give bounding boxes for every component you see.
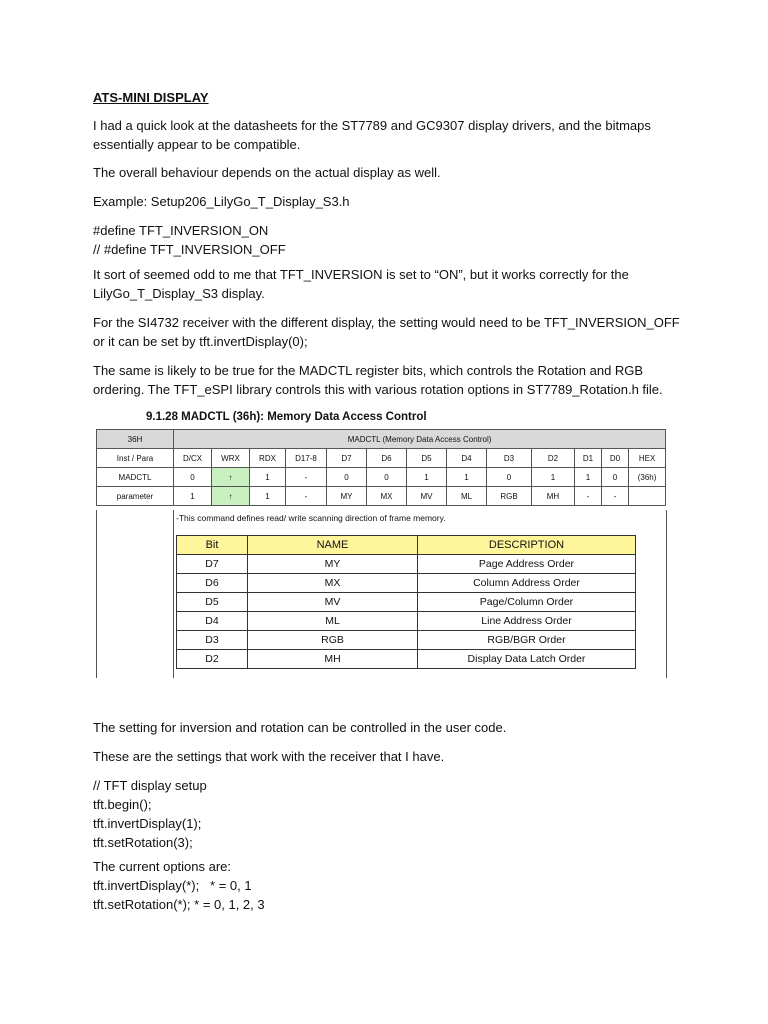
register-cell: 1: [575, 468, 602, 487]
figure-note: -This command defines read/ write scanning direction of frame memory.: [176, 513, 446, 523]
register-cell: D6: [367, 449, 407, 468]
register-cell: 0: [327, 468, 367, 487]
register-cell: [629, 487, 666, 506]
register-cell: D5: [407, 449, 447, 468]
register-cell: MADCTL: [97, 468, 174, 487]
text-line: LilyGo_T_Display_S3 display.: [93, 286, 265, 301]
register-cell: D4: [447, 449, 487, 468]
text-line: essentially appear to be compatible.: [93, 137, 301, 152]
register-cell: -: [286, 487, 327, 506]
text-line: I had a quick look at the datasheets for the ST7789 and GC9307 display drivers, and the bitmaps: [93, 118, 651, 133]
register-cell: RGB: [487, 487, 532, 506]
code-line: // #define TFT_INVERSION_OFF: [93, 242, 286, 257]
register-cell: D0: [602, 449, 629, 468]
text-line: or it can be set by tft.invertDisplay(0);: [93, 334, 308, 349]
register-header-row: [97, 430, 666, 449]
bit-cell: D6: [177, 574, 248, 593]
register-row: [97, 487, 666, 506]
register-cell: WRX: [212, 449, 250, 468]
register-cell: -: [602, 487, 629, 506]
document-title: ATS-MINI DISPLAY: [93, 90, 209, 105]
register-row: [97, 468, 666, 487]
register-cell: (36h): [629, 468, 666, 487]
bit-table-header: [177, 536, 636, 555]
register-cell: D1: [575, 449, 602, 468]
bit-cell: D5: [177, 593, 248, 612]
paragraph-inversion-odd: [93, 265, 683, 303]
bit-cell: D7: [177, 555, 248, 574]
register-cell: 0: [174, 468, 212, 487]
register-cell: ↑: [212, 487, 250, 506]
register-cell: D7: [327, 449, 367, 468]
bit-cell: ML: [248, 612, 418, 631]
figure-left-border: [96, 510, 174, 678]
register-cell: HEX: [629, 449, 666, 468]
bit-row: [177, 631, 636, 650]
bit-description-table: [176, 535, 636, 669]
bit-cell: Column Address Order: [418, 574, 636, 593]
register-cell: Inst / Para: [97, 449, 174, 468]
bit-cell: MH: [248, 650, 418, 669]
register-cell: MH: [532, 487, 575, 506]
code-line: // TFT display setup: [93, 778, 207, 793]
bit-cell: Page/Column Order: [418, 593, 636, 612]
text-line: The same is likely to be true for the MADCTL register bits, which controls the Rotation and RGB: [93, 363, 644, 378]
code-line: tft.setRotation(*); * = 0, 1, 2, 3: [93, 897, 265, 912]
register-cell: 0: [602, 468, 629, 487]
register-cell: D17-8: [286, 449, 327, 468]
bit-cell: MY: [248, 555, 418, 574]
bit-cell: MV: [248, 593, 418, 612]
register-cell: MY: [327, 487, 367, 506]
register-cell: 1: [250, 468, 286, 487]
bit-header-cell: Bit: [177, 536, 248, 555]
register-cell: 1: [407, 468, 447, 487]
text-line: It sort of seemed odd to me that TFT_INVERSION is set to “ON”, but it works correctly for the: [93, 267, 629, 282]
bit-cell: MX: [248, 574, 418, 593]
bit-row: [177, 574, 636, 593]
bit-cell: D4: [177, 612, 248, 631]
bit-cell: D2: [177, 650, 248, 669]
register-cell: D3: [487, 449, 532, 468]
code-line: tft.invertDisplay(1);: [93, 816, 202, 831]
register-row: [97, 449, 666, 468]
register-cell: 1: [447, 468, 487, 487]
bit-header-cell: NAME: [248, 536, 418, 555]
bit-row: [177, 593, 636, 612]
bit-cell: RGB: [248, 631, 418, 650]
paragraph-user-code: The setting for inversion and rotation can be controlled in the user code.: [93, 720, 507, 735]
register-table: [96, 429, 666, 506]
register-cell: ML: [447, 487, 487, 506]
register-cell: -: [286, 468, 327, 487]
register-cell: RDX: [250, 449, 286, 468]
paragraph-settings: These are the settings that work with the receiver that I have.: [93, 749, 445, 764]
paragraph-example: Example: Setup206_LilyGo_T_Display_S3.h: [93, 194, 350, 209]
code-line: tft.setRotation(3);: [93, 835, 193, 850]
code-line: #define TFT_INVERSION_ON: [93, 223, 269, 238]
register-cell: ↑: [212, 468, 250, 487]
code-line: tft.invertDisplay(*); * = 0, 1: [93, 878, 252, 893]
register-cell: 1: [250, 487, 286, 506]
register-cell: parameter: [97, 487, 174, 506]
register-cell: 1: [174, 487, 212, 506]
register-cell: 0: [367, 468, 407, 487]
register-cell: D2: [532, 449, 575, 468]
paragraph-defines: [93, 221, 683, 259]
register-cell: -: [575, 487, 602, 506]
code-block-options: [93, 857, 683, 914]
code-block-setup: [93, 776, 683, 852]
figure-title: 9.1.28 MADCTL (36h): Memory Data Access Control: [146, 411, 427, 423]
register-cell: D/CX: [174, 449, 212, 468]
text-line: For the SI4732 receiver with the different display, the setting would need to be TFT_INVERSION_OFF: [93, 315, 680, 330]
register-header-cell: MADCTL (Memory Data Access Control): [174, 430, 666, 449]
bit-cell: RGB/BGR Order: [418, 631, 636, 650]
code-line: tft.begin();: [93, 797, 152, 812]
bit-row: [177, 555, 636, 574]
code-line: The current options are:: [93, 859, 232, 874]
register-cell: MX: [367, 487, 407, 506]
paragraph-si4732: [93, 313, 683, 351]
paragraph-behaviour: The overall behaviour depends on the actual display as well.: [93, 165, 441, 180]
bit-row: [177, 612, 636, 631]
bit-cell: Display Data Latch Order: [418, 650, 636, 669]
register-cell: MV: [407, 487, 447, 506]
bit-header-cell: DESCRIPTION: [418, 536, 636, 555]
bit-cell: Page Address Order: [418, 555, 636, 574]
paragraph-madctl: [93, 361, 683, 399]
bit-cell: D3: [177, 631, 248, 650]
bit-cell: Line Address Order: [418, 612, 636, 631]
text-line: ordering. The TFT_eSPI library controls this with various rotation options in ST7789_Rotation.h file.: [93, 382, 663, 397]
register-cell: 1: [532, 468, 575, 487]
paragraph-datasheets: [93, 116, 683, 154]
register-cell: 0: [487, 468, 532, 487]
register-header-cell: 36H: [97, 430, 174, 449]
bit-row: [177, 650, 636, 669]
